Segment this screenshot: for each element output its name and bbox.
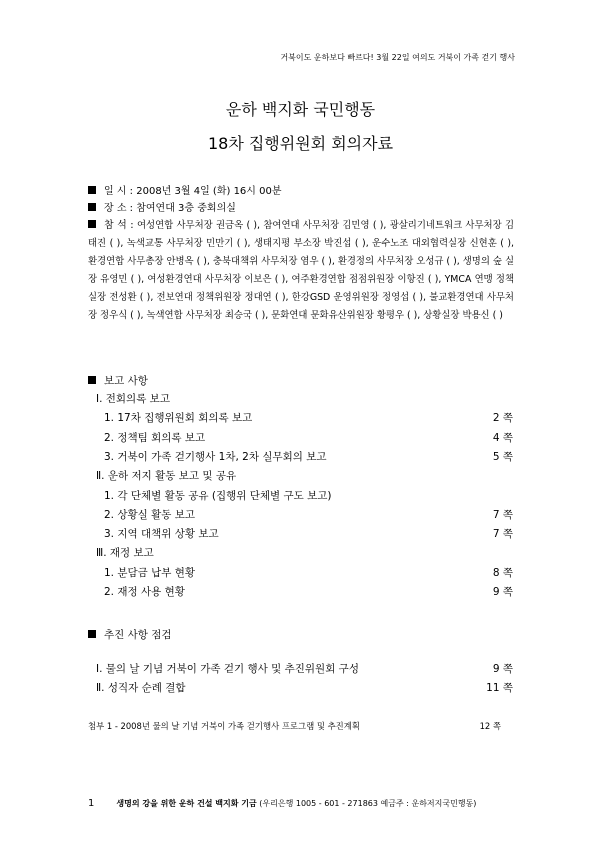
attendees-label: 참 석 : [104, 220, 134, 231]
date-value: 2008년 3월 4일 (화) 16시 00분 [136, 186, 282, 197]
square-bullet-icon [88, 203, 96, 211]
meta-place [88, 199, 236, 214]
place-label: 장 소 : [104, 203, 134, 214]
report-section-2: Ⅱ. 운하 저지 활동 보고 및 공유 [96, 470, 237, 482]
list-item: 1. 분담금 납부 현황 8 쪽 [104, 567, 513, 579]
square-bullet-icon [88, 186, 96, 194]
square-bullet-icon [88, 630, 96, 638]
meta-attendees [88, 217, 514, 325]
attachment-label: 첨부 1 - 2008년 물의 날 기념 거북이 가족 걷기행사 프로그램 및 추진계획 [88, 721, 360, 731]
footer-fund-text: 생명의 강을 위한 운하 건설 백지화 기금 [116, 799, 257, 808]
footer [88, 798, 518, 809]
list-item: 2. 상황실 활동 보고 7 쪽 [104, 509, 513, 521]
report-section-1: Ⅰ. 전회의록 보고 [96, 393, 170, 405]
progress-heading: 추진 사항 점검 [88, 627, 172, 642]
list-item: Ⅰ. 물의 날 기념 거북이 가족 걷기 행사 및 추진위원회 구성 9 쪽 [96, 663, 513, 675]
report-heading: 보고 사항 [88, 373, 148, 388]
footer-account-text: (우리은행 1005 - 601 - 271863 예금주 : 운하저지국민행동) [259, 799, 477, 808]
list-item: 1. 각 단체별 활동 공유 (집행위 단체별 구도 보고) [104, 490, 332, 502]
list-item: 3. 지역 대책위 상황 보고 7 쪽 [104, 528, 513, 540]
list-item: Ⅱ. 성직자 순례 결합 11 쪽 [96, 682, 513, 694]
attachment-line [88, 720, 501, 732]
list-item: 1. 17차 집행위원회 회의록 보고 2 쪽 [104, 412, 513, 424]
attachment-page: 12 쪽 [479, 721, 501, 731]
header-text: 거북이도 운하보다 빠르다! 3월 22일 여의도 거북이 가족 걷기 행사 [280, 53, 515, 62]
square-bullet-icon [88, 376, 96, 384]
meta-date [88, 182, 282, 197]
page-number: 1 [88, 798, 95, 809]
list-item: 2. 재정 사용 현황 9 쪽 [104, 586, 513, 598]
report-section-3: Ⅲ. 재정 보고 [96, 547, 154, 559]
list-item: 2. 정책팀 회의록 보고 4 쪽 [104, 432, 513, 444]
square-bullet-icon [88, 220, 96, 228]
document-title: 운하 백지화 국민행동 [225, 100, 376, 119]
attendees-text: 여성연합 사무처장 권금옥 ( ), 참여연대 사무처장 김민영 ( ), 광살리기네트워크 사무처장 김태진 ( ), 녹색교통 사무처장 민만기 ( ), 생태지평 부소장 박진섭 ( ), 운수노조 대외협력실장 신현훈 ( ), 환경연합 사무총장 안병옥 ( ), 충북대책위 사무처장 염우 ( ), 환경정의 사무처장 오성규 ( ), 생명의 숲 실장 유영민 ( ), 여성환경연대 사무처장 이보은 ( ), 여주환경연합 점점위원장 이항진 ( ), YMCA 연맹 정책실장 전성환 ( ), 전보연대 정책위원장 정대연 ( ), 한강GSD 운영위원장 정영섭 ( ), 불교환경연대 사무처장 정우식 ( ), 녹색연합 사무처장 최승국 ( ), 문화연대 문화유산위원장 황평우 ( ), 상황실장 박용신 ( ) [88, 220, 515, 321]
list-item: 3. 거북이 가족 걷기행사 1차, 2차 실무회의 보고 5 쪽 [104, 451, 513, 463]
date-label: 일 시 : [104, 186, 134, 197]
place-value: 참여연대 3층 중회의실 [136, 203, 236, 214]
document-subtitle: 18차 집행위원회 회의자료 [207, 134, 394, 153]
